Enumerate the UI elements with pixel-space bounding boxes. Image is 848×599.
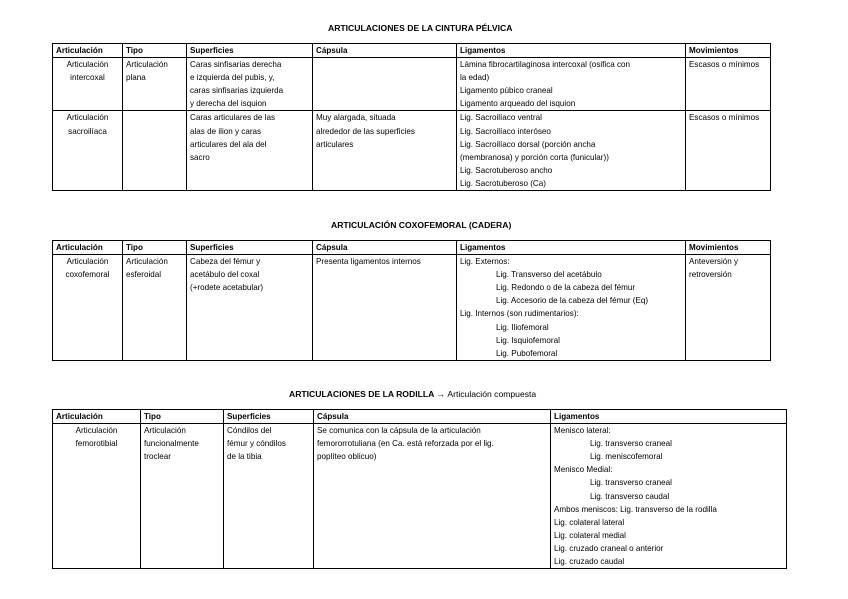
header-movimientos: Movimientos — [686, 241, 771, 255]
text-line: esferoidal — [126, 270, 162, 280]
cell-articulacion — [53, 424, 141, 569]
cell-superficies — [187, 111, 313, 191]
text-line: Articulación — [66, 60, 109, 70]
text-line: femorotibial — [75, 439, 118, 449]
text-line: Lig. Pubofemoral — [496, 348, 558, 358]
header-superficies: Superficies — [187, 241, 313, 255]
text-line: Anteversión y — [689, 257, 739, 267]
cell-articulacion — [53, 111, 123, 191]
text-line: funcionalmente — [144, 439, 199, 449]
text-line: Articulación — [66, 113, 109, 123]
cell-superficies — [187, 58, 313, 111]
text-line: retroversión — [689, 270, 732, 280]
section2-title: ARTICULACIÓN COXOFEMORAL (CADERA) — [331, 220, 512, 230]
section1-title: ARTICULACIONES DE LA CINTURA PÉLVICA — [328, 23, 513, 33]
table-header-row — [53, 241, 771, 255]
header-superficies: Superficies — [187, 44, 313, 58]
text-line: alrededor de las superficies — [316, 126, 415, 136]
text-line: Lámina fibrocartilaginosa intercoxal (osifica con — [460, 60, 631, 70]
text-line: Articulación — [126, 60, 168, 70]
text-line: la edad) — [460, 73, 490, 83]
text-line: Presenta ligamentos internos — [316, 257, 421, 267]
table-row — [53, 424, 787, 569]
header-capsula: Cápsula — [314, 410, 551, 424]
text-line: de la tibia — [227, 452, 262, 462]
text-line: caras sinfisarias izquierda — [190, 86, 284, 96]
header-articulacion: Articulación — [53, 44, 123, 58]
text-line: Lig. Accesorio de la cabeza del fémur (Eq) — [496, 296, 649, 306]
text-line: Muy alargada, situada — [316, 113, 396, 123]
text-line: Ambos meniscos: Lig. transverso de la rodilla — [554, 504, 717, 514]
text-line: Lig. transverso craneal — [590, 439, 672, 449]
text-line: troclear — [144, 452, 171, 462]
text-line: Caras articulares de las — [190, 113, 276, 123]
table-row — [53, 255, 771, 361]
cell-superficies — [187, 255, 313, 361]
text-line: intercoxal — [70, 73, 105, 83]
header-superficies: Superficies — [224, 410, 314, 424]
header-articulacion: Articulación — [53, 241, 123, 255]
text-line: Lig. Isquiofemoral — [496, 335, 560, 345]
table-row — [53, 58, 771, 111]
text-line: Articulación — [126, 257, 168, 267]
text-line: coxofemoral — [65, 270, 110, 280]
text-line: Menisco Medial: — [554, 465, 613, 475]
text-line: alas de ilion y caras — [190, 126, 262, 136]
header-tipo: Tipo — [141, 410, 224, 424]
text-line: articulares del ala del — [190, 139, 267, 149]
text-line: Lig. Sacroilíaco dorsal (porción ancha — [460, 139, 596, 149]
cell-ligamentos — [457, 111, 686, 191]
text-line: Escasos o mínimos — [689, 113, 760, 123]
text-line: Ligamento púbico craneal — [460, 86, 553, 96]
text-line: (+rodete acetabular) — [190, 283, 264, 293]
cell-capsula — [313, 111, 457, 191]
cell-articulacion — [53, 255, 123, 361]
text-line: sacroilíaca — [68, 126, 107, 136]
cell-ligamentos — [457, 58, 686, 111]
text-line: sacro — [190, 152, 210, 162]
text-line: Lig. colateral medial — [554, 530, 626, 540]
text-line: Articulación — [75, 426, 118, 436]
text-line: Lig. cruzado caudal — [554, 557, 625, 567]
text-line: plana — [126, 73, 146, 83]
cell-tipo — [123, 111, 187, 191]
text-line: e izquierda del pubis, y, — [190, 73, 275, 83]
text-line: Se comunica con la cápsula de la articulación — [317, 426, 481, 436]
cell-ligamentos — [551, 424, 787, 569]
table-header-row — [53, 44, 771, 58]
header-capsula: Cápsula — [313, 241, 457, 255]
text-line: Lig. Sacrotuberoso ancho — [460, 165, 553, 175]
cell-articulacion — [53, 58, 123, 111]
text-line: Lig. Sacroilíaco ventral — [460, 113, 542, 123]
header-tipo: Tipo — [123, 241, 187, 255]
header-tipo: Tipo — [123, 44, 187, 58]
header-capsula: Cápsula — [313, 44, 457, 58]
table-header-row — [53, 410, 787, 424]
text-line: Lig. colateral lateral — [554, 517, 625, 527]
text-line: Cabeza del fémur y — [190, 257, 261, 267]
cell-tipo — [123, 255, 187, 361]
text-line: acetábulo del coxal — [190, 270, 260, 280]
section1-table — [52, 43, 771, 191]
cell-ligamentos — [457, 255, 686, 361]
text-line: femororrotuliana (en Ca. está reforzada por el lig. — [317, 439, 494, 449]
cell-superficies — [224, 424, 314, 569]
cell-movimientos — [686, 255, 771, 361]
text-line: Lig. Internos (son rudimentarios): — [460, 309, 579, 319]
section3-table — [52, 409, 787, 569]
header-ligamentos: Ligamentos — [457, 241, 686, 255]
arrow-icon: → — [436, 389, 445, 399]
table-row — [53, 111, 771, 191]
text-line: Lig. Redondo o de la cabeza del fémur — [496, 283, 636, 293]
cell-tipo — [141, 424, 224, 569]
text-line: Lig. Sacrotuberoso (Ca) — [460, 178, 546, 188]
text-line: Lig. meniscofemoral — [590, 452, 663, 462]
text-line: Lig. Externos: — [460, 257, 510, 267]
text-line: y derecha del isquion — [190, 99, 267, 109]
cell-capsula — [314, 424, 551, 569]
text-line: Menisco lateral: — [554, 426, 611, 436]
header-ligamentos: Ligamentos — [457, 44, 686, 58]
cell-capsula — [313, 255, 457, 361]
text-line: (membranosa) y porción corta (funicular)) — [460, 152, 609, 162]
section3-title — [289, 389, 536, 399]
section3-title-bold: ARTICULACIONES DE LA RODILLA — [289, 389, 434, 399]
section2-table — [52, 240, 771, 361]
text-line: Articulación — [66, 257, 109, 267]
cell-tipo — [123, 58, 187, 111]
text-line: articulares — [316, 139, 354, 149]
section3-title-rest: Articulación compuesta — [447, 389, 537, 399]
cell-capsula — [313, 58, 457, 111]
cell-movimientos — [686, 111, 771, 191]
header-articulacion: Articulación — [53, 410, 141, 424]
text-line: Lig. Iliofemoral — [496, 322, 549, 332]
text-line: Lig. transverso craneal — [590, 478, 672, 488]
text-line: Lig. cruzado craneal o anterior — [554, 543, 664, 553]
header-movimientos: Movimientos — [686, 44, 771, 58]
text-line: fémur y cóndilos — [227, 439, 286, 449]
text-line: Escasos o mínimos — [689, 60, 760, 70]
header-ligamentos: Ligamentos — [551, 410, 787, 424]
text-line: Lig. Transverso del acetábulo — [496, 270, 602, 280]
cell-movimientos — [686, 58, 771, 111]
text-line: Lig. Sacroilíaco interóseo — [460, 126, 551, 136]
text-line: poplíteo oblicuo) — [317, 452, 377, 462]
text-line: Cóndilos del — [227, 426, 272, 436]
text-line: Caras sinfisarias derecha — [190, 60, 282, 70]
text-line: Articulación — [144, 426, 186, 436]
text-line: Ligamento arqueado del isquion — [460, 99, 576, 109]
text-line: Lig. transverso caudal — [590, 491, 670, 501]
